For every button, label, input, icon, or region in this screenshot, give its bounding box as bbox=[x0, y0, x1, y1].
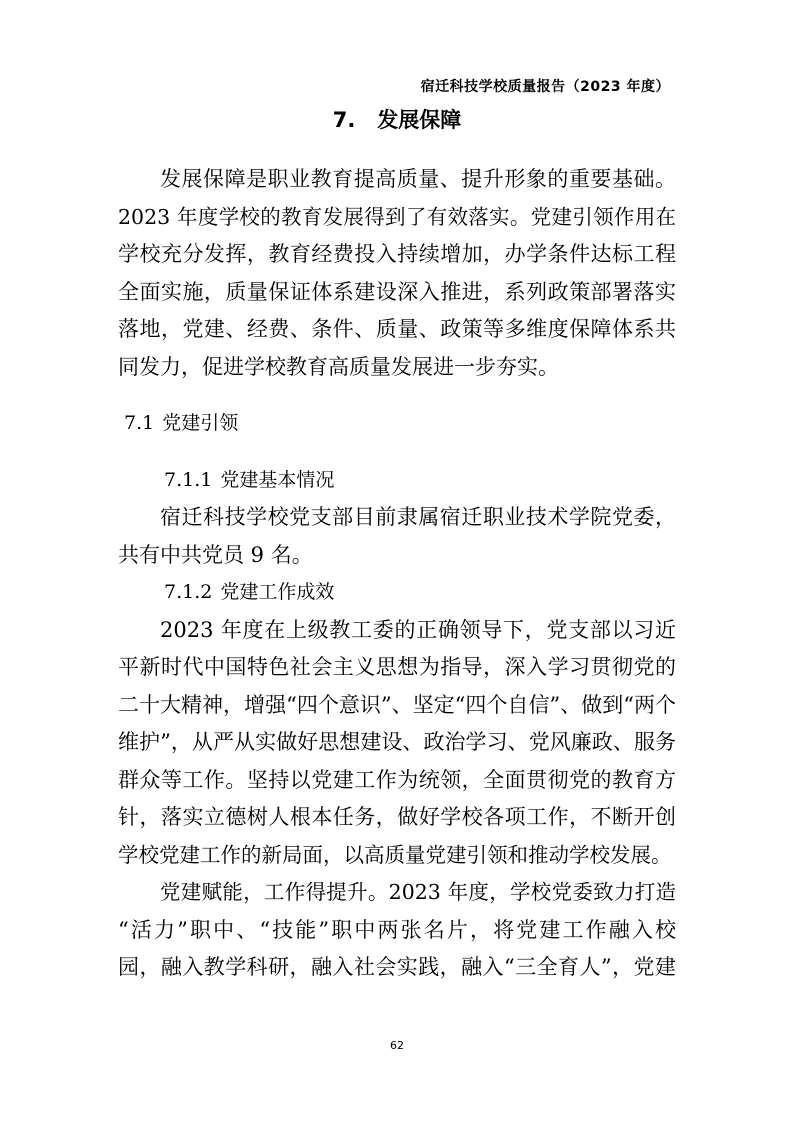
section-title: 党建基本情况 bbox=[220, 468, 335, 491]
paragraph-line: 全面实施，质量保证体系建设深入推进，系列政策部署落实 bbox=[118, 279, 676, 304]
chapter-number: 7. bbox=[332, 108, 356, 132]
chapter-title-text: 发展保障 bbox=[377, 108, 462, 132]
paragraph-line: “活力”职中、“技能”职中两张名片，将党建工作融入校 bbox=[118, 917, 676, 942]
paragraph-line: 二十大精神，增强“四个意识”、坚定“四个自信”、做到“两个 bbox=[118, 692, 676, 717]
paragraph-line: 2023 年度学校的教育发展得到了有效落实。党建引领作用在 bbox=[118, 204, 676, 229]
party-results-paragraph-1 bbox=[118, 612, 676, 875]
party-basic-paragraph bbox=[118, 499, 676, 574]
paragraph-line: 针，落实立德树人根本任务，做好学校各项工作，不断开创 bbox=[118, 805, 676, 829]
section-heading-7-1-1 bbox=[118, 462, 676, 500]
section-number: 7.1.2 bbox=[164, 581, 213, 603]
paragraph-line: 园，融入教学科研，融入社会实践，融入“三全育人”，党建 bbox=[118, 955, 676, 979]
section-title: 党建工作成效 bbox=[220, 581, 335, 603]
section-number: 7.1 bbox=[124, 412, 155, 434]
paragraph-line: 共有中共党员 9 名。 bbox=[118, 542, 313, 567]
section-heading-7-1-2 bbox=[118, 574, 676, 612]
paragraph-line: 落地，党建、经费、条件、质量、政策等多维度保障体系共 bbox=[118, 317, 676, 341]
paragraph-line: 2023 年度在上级教工委的正确领导下，党支部以习近 bbox=[160, 617, 676, 642]
party-results-paragraph-2 bbox=[118, 874, 676, 987]
section-number: 7.1.1 bbox=[164, 468, 213, 491]
document-body bbox=[118, 161, 676, 987]
paragraph-line: 维护”，从严从实做好思想建设、政治学习、党风廉政、服务 bbox=[118, 730, 676, 754]
paragraph-line: 宿迁科技学校党支部目前隶属宿迁职业技术学院党委， bbox=[160, 505, 676, 529]
page-number: 62 bbox=[390, 1039, 404, 1052]
chapter-title bbox=[0, 104, 794, 134]
section-title: 党建引领 bbox=[162, 412, 239, 434]
intro-paragraph bbox=[118, 161, 676, 386]
section-heading-7-1 bbox=[118, 405, 676, 443]
paragraph-line: 发展保障是职业教育提高质量、提升形象的重要基础。 bbox=[160, 167, 676, 191]
paragraph-line: 平新时代中国特色社会主义思想为指导，深入学习贯彻党的 bbox=[118, 655, 676, 679]
paragraph-line: 学校党建工作的新局面，以高质量党建引领和推动学校发展。 bbox=[118, 842, 672, 867]
running-header: 宿迁科技学校质量报告（2023 年度） bbox=[420, 79, 670, 95]
paragraph-line: 党建赋能，工作得提升。2023 年度，学校党委致力打造 bbox=[160, 880, 676, 904]
paragraph-line: 同发力，促进学校教育高质量发展进一步夯实。 bbox=[118, 354, 559, 379]
paragraph-line: 群众等工作。坚持以党建工作为统领，全面贯彻党的教育方 bbox=[118, 767, 676, 792]
paragraph-line: 学校充分发挥，教育经费投入持续增加，办学条件达标工程 bbox=[118, 242, 676, 266]
